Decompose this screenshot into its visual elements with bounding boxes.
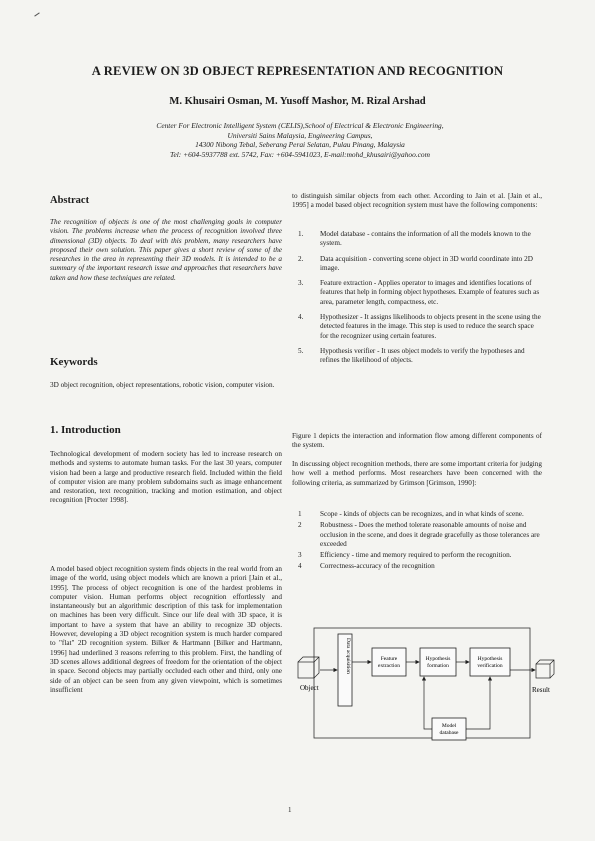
item-number: 2: [298, 521, 302, 530]
object-cube-icon: [298, 657, 319, 678]
components-list: [292, 230, 542, 366]
affiliation-line: Universiti Sains Malaysia, Engineering Campus,: [227, 130, 373, 140]
item-text: Scope - kinds of objects can be recognizes, and in what kinds of scene.: [320, 510, 524, 518]
affiliation-line: Center For Electronic Intelligent System (CELIS),School of Electrical & Electronic Engineering,: [156, 121, 444, 130]
hypothesis-verification-box: [470, 648, 510, 676]
list-item: [292, 279, 542, 307]
result-cube-icon: [536, 660, 554, 678]
item-number: 1: [298, 510, 302, 518]
list-item: [292, 562, 542, 571]
abstract-text: The recognition of objects is one of the most challenging goals in computer vision. The problems increase when the process of recognition involved three dimensional (3D) objects. To deal with this problem, many researchers have proposed their own solution. This paper gives a short review of some of the researches in the area in representing their 3D models. It is intended to be a summary of the important research issue and approaches that researchers have taken and how these techniques are related.: [50, 218, 282, 282]
result-label: Result: [532, 686, 550, 694]
item-text: Efficiency - time and memory required to perform the recognition.: [320, 551, 512, 560]
object-label: Object: [300, 684, 319, 692]
model-label-line: database: [439, 730, 459, 736]
affiliation-line: 14300 Nibong Tebal, Seberang Perai Selatan, Pulau Pinang, Malaysia: [195, 140, 405, 150]
item-text: Hypothesis verifier - It uses object models to verify the hypotheses and refines the likelihood of objects.: [320, 346, 525, 365]
recognition-system-diagram: [296, 620, 560, 790]
item-number: 4.: [298, 313, 304, 322]
list-item: [292, 521, 542, 549]
feature-extraction-box: [372, 648, 406, 676]
introduction-heading: 1. Introduction: [50, 424, 121, 436]
item-number: 3: [298, 551, 302, 560]
list-item: [292, 347, 542, 366]
list-item: [292, 551, 542, 560]
hyp-ver-label-line: Hypothesis: [477, 656, 503, 662]
introduction-paragraph: A model based object recognition system finds objects in the real world from an image of the world, using object models which are known a priori [Jain et al., 1995]. The process of object recognition is one of the hardest problems in computer vision. Human performs object recognition effortlessly and instantaneously but an algorithmic description of this task for implementation on machines has been very difficult. Since our life deal with 3D space, it is important to have a system that have an ability to recognize 3D objects. However, developing a 3D object recognition system is much harder compared to "flat" 2D recognition system. Bilker & Hartmann [Bilker and Hartmann, 1996] had underlined 3 reasons referring to this problem. First, the handling of 3D scenes allows additional degrees of freedom for the orientation of the object in space. Second objects may partially occluded each other and third, only one side of an object can be seen from any given viewpoint, which is sometimes insufficient: [50, 565, 282, 694]
keywords-heading: Keywords: [50, 356, 98, 368]
criteria-list: [292, 510, 542, 572]
list-item: [292, 255, 542, 274]
item-text: Robustness - Does the method tolerate reasonable amounts of noise and occlusion in the scene, and does it degrade gracefully as those tolerances are exceeded: [320, 521, 540, 548]
list-item: [292, 510, 542, 519]
item-text: Correctness-accuracy of the recognition: [320, 562, 435, 571]
components-intro: to distinguish similar objects from each other. According to Jain et al. [Jain et al., 1995] a model based object recognition system must have the following components:: [292, 192, 542, 210]
item-text: Feature extraction - Applies operator to images and identifies locations of features that help in forming object hypotheses. Example of features such as area, parameter length, compactness, etc.: [320, 279, 540, 306]
hyp-form-label-line: formation: [427, 663, 449, 669]
item-number: 2.: [298, 254, 304, 263]
scan-mark: [34, 12, 39, 16]
list-item: [292, 230, 542, 249]
criteria-intro: In discussing object recognition methods, there are some important criteria for judging how well a method performs. Most researchers have been concerned with the following criteria, as summarized by Grimson [Grimson, 1990]:: [292, 460, 542, 487]
item-number: 1.: [298, 230, 304, 238]
model-database-box: [432, 718, 466, 740]
feature-label-line: Feature: [380, 656, 398, 662]
introduction-paragraph: Technological development of modern society has led to increase research on methods and systems to automate human tasks. For the last 30 years, computer vision had been a large and productive research field. Included within the field of computer vision are many problem subdomains such as image enhancement and restoration, text recognition, tracking and motion estimation, and object recognition [Procter 1998].: [50, 450, 282, 505]
hypothesis-formation-box: [420, 648, 456, 676]
affiliation-line: Tel: +604-5937788 ext. 5742, Fax: +604-5941023, E-mail:mohd_khusairi@yahoo.com: [170, 149, 430, 159]
abstract-heading: Abstract: [50, 195, 90, 206]
hyp-form-label-line: Hypothesis: [425, 656, 451, 662]
page-number: 1: [288, 806, 292, 814]
item-number: 4: [298, 562, 302, 571]
figure-reference: Figure 1 depicts the interaction and information flow among different components of the system.: [292, 432, 542, 450]
data-acquisition-label: Data acquisition: [345, 638, 351, 674]
list-item: [292, 313, 542, 341]
keywords-text: 3D object recognition, object representations, robotic vision, computer vision.: [50, 381, 275, 389]
item-number: 5.: [298, 346, 304, 355]
item-text: Hypothesizer - It assigns likelihoods to objects present in the scene using the detected features in the image. This step is used to reduce the search space for the recognizer using certain features.: [320, 313, 541, 340]
hyp-ver-label-line: verification: [477, 663, 503, 669]
data-acquisition-box: [338, 634, 352, 706]
item-text: Model database - contains the information of all the models known to the system.: [320, 230, 531, 248]
affiliation: [60, 121, 540, 159]
model-label-line: Model: [441, 723, 457, 729]
item-number: 3.: [298, 279, 304, 288]
item-text: Data acquisition - converting scene object in 3D world coordinate into 2D image.: [320, 254, 533, 272]
authors: M. Khusairi Osman, M. Yusoff Mashor, M. Rizal Arshad: [169, 96, 426, 107]
paper-title: A REVIEW ON 3D OBJECT REPRESENTATION AND RECOGNITION: [91, 64, 504, 78]
feature-label-line: extraction: [378, 663, 400, 669]
